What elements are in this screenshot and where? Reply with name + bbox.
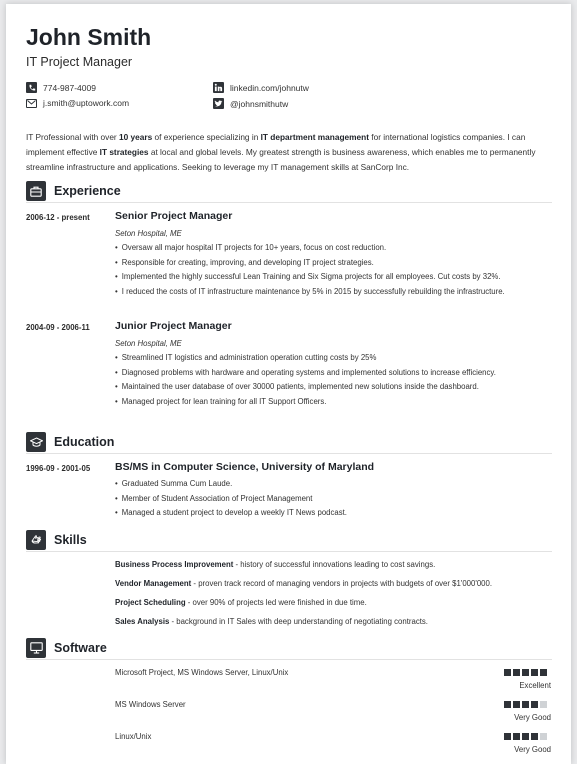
rating-square — [513, 669, 520, 676]
twitter-icon — [213, 98, 224, 109]
skill-description: - proven track record of managing vendors in projects with budgets of over $1'000'000. — [191, 579, 492, 588]
skill-item — [115, 617, 428, 626]
skill-name: Vendor Management — [115, 579, 192, 588]
software-rating — [504, 669, 547, 676]
summary-text: IT Professional with over — [26, 132, 119, 142]
job-title: IT Project Manager — [26, 55, 133, 69]
list-item: • Member of Student Association of Project Management — [115, 492, 347, 507]
profile-summary — [26, 130, 556, 175]
phone-icon — [26, 82, 37, 93]
list-item: • Streamlined IT logistics and administration operation cutting costs by 25% — [115, 351, 496, 366]
software-section-header — [26, 637, 552, 660]
job-dates: 2006-12 - present — [26, 213, 90, 222]
software-level: Very Good — [514, 713, 551, 722]
section-title: Experience — [54, 184, 121, 198]
rating-square — [540, 669, 547, 676]
summary-highlight: IT department management — [260, 132, 369, 142]
summary-highlight: 10 years — [119, 132, 153, 142]
rating-square — [540, 701, 547, 708]
summary-highlight: IT strategies — [99, 147, 149, 157]
job-role: Senior Project Manager — [115, 210, 233, 222]
education-dates: 1996-09 - 2001-05 — [26, 464, 91, 473]
summary-text: at local and global levels. My greatest strength is business awareness, which enables me to permanently streamline infrastructure and applications. Seeking to leverage my IT management skills at SanCorp Inc. — [26, 147, 536, 172]
resume-page — [6, 4, 571, 764]
skill-description: - background in IT Sales with deep understanding of negotiating contracts. — [169, 617, 428, 626]
skill-item — [115, 579, 492, 588]
section-title: Software — [54, 641, 107, 655]
skills-section-header — [26, 529, 552, 552]
list-item: • Maintained the user database of over 30000 patients, implemented new solutions inside the dashboard. — [115, 380, 496, 395]
skill-name: Sales Analysis — [115, 617, 170, 626]
skill-name: Business Process Improvement — [115, 560, 234, 569]
skill-name: Project Scheduling — [115, 598, 186, 607]
rating-square — [522, 733, 529, 740]
list-item: • I reduced the costs of IT infrastructure maintenance by 5% in 2015 by successfully rebuilding the infrastructure. — [115, 285, 505, 300]
twitter-handle[interactable]: @johnsmithutw — [230, 98, 289, 109]
software-name: MS Windows Server — [115, 700, 186, 709]
rating-square — [522, 669, 529, 676]
list-item: • Graduated Summa Cum Laude. — [115, 477, 347, 492]
job-employer: Seton Hospital, ME — [115, 339, 182, 348]
candidate-name: John Smith — [26, 24, 152, 50]
rating-square — [504, 669, 511, 676]
monitor-icon — [26, 638, 46, 658]
education-degree: BS/MS in Computer Science, University of Maryland — [115, 461, 375, 473]
list-item: • Implemented the highly successful Lean Training and Six Sigma projects for all employees. Cut costs by 32%. — [115, 270, 505, 285]
linkedin-url[interactable]: linkedin.com/johnutw — [230, 82, 309, 93]
contact-twitter — [213, 98, 288, 109]
software-level: Very Good — [514, 745, 551, 754]
rating-square — [540, 733, 547, 740]
rating-square — [531, 733, 538, 740]
email-icon — [26, 99, 37, 108]
education-section-header — [26, 431, 552, 454]
rating-square — [522, 701, 529, 708]
email-address[interactable]: j.smith@uptowork.com — [43, 98, 130, 108]
software-rating — [504, 701, 547, 708]
hand-icon — [26, 530, 46, 550]
software-name: Microsoft Project, MS Windows Server, Linux/Unix — [115, 668, 289, 677]
list-item: • Managed a student project to develop a weekly IT News podcast. — [115, 506, 347, 521]
graduation-cap-icon — [26, 432, 46, 452]
education-notes — [115, 477, 347, 521]
software-level: Excellent — [519, 681, 551, 690]
list-item: • Diagnosed problems with hardware and operating systems and implemented solutions to increase efficiency. — [115, 366, 496, 381]
briefcase-icon — [26, 181, 46, 201]
rating-square — [531, 701, 538, 708]
list-item: • Managed project for lean training for all IT Support Officers. — [115, 395, 496, 410]
software-rating — [504, 733, 547, 740]
rating-square — [504, 701, 511, 708]
section-title: Education — [54, 435, 115, 449]
summary-text: for international logistics companies. I can implement effective — [26, 132, 526, 157]
rating-square — [513, 701, 520, 708]
rating-square — [504, 733, 511, 740]
experience-section-header — [26, 180, 552, 203]
skill-description: - over 90% of projects led were finished in due time. — [185, 598, 367, 607]
list-item: • Oversaw all major hospital IT projects for 10+ years, focus on cost reduction. — [115, 241, 505, 256]
contact-linkedin — [213, 82, 309, 93]
linkedin-icon — [213, 82, 224, 93]
list-item: • Responsible for creating, improving, and developing IT project strategies. — [115, 256, 505, 271]
skill-description: - history of successful innovations leading to cost savings. — [233, 560, 436, 569]
job-duties — [115, 241, 505, 300]
job-role: Junior Project Manager — [115, 320, 232, 332]
job-employer: Seton Hospital, ME — [115, 229, 182, 238]
job-dates: 2004-09 - 2006-11 — [26, 323, 90, 332]
job-duties — [115, 351, 496, 410]
skill-item — [115, 598, 367, 607]
contact-email — [26, 98, 129, 108]
summary-text: of experience specializing in — [152, 132, 261, 142]
phone-number: 774-987-4009 — [43, 82, 96, 93]
software-name: Linux/Unix — [115, 732, 152, 741]
rating-square — [513, 733, 520, 740]
rating-square — [531, 669, 538, 676]
contact-phone — [26, 82, 96, 93]
skill-item — [115, 560, 435, 569]
section-title: Skills — [54, 533, 87, 547]
